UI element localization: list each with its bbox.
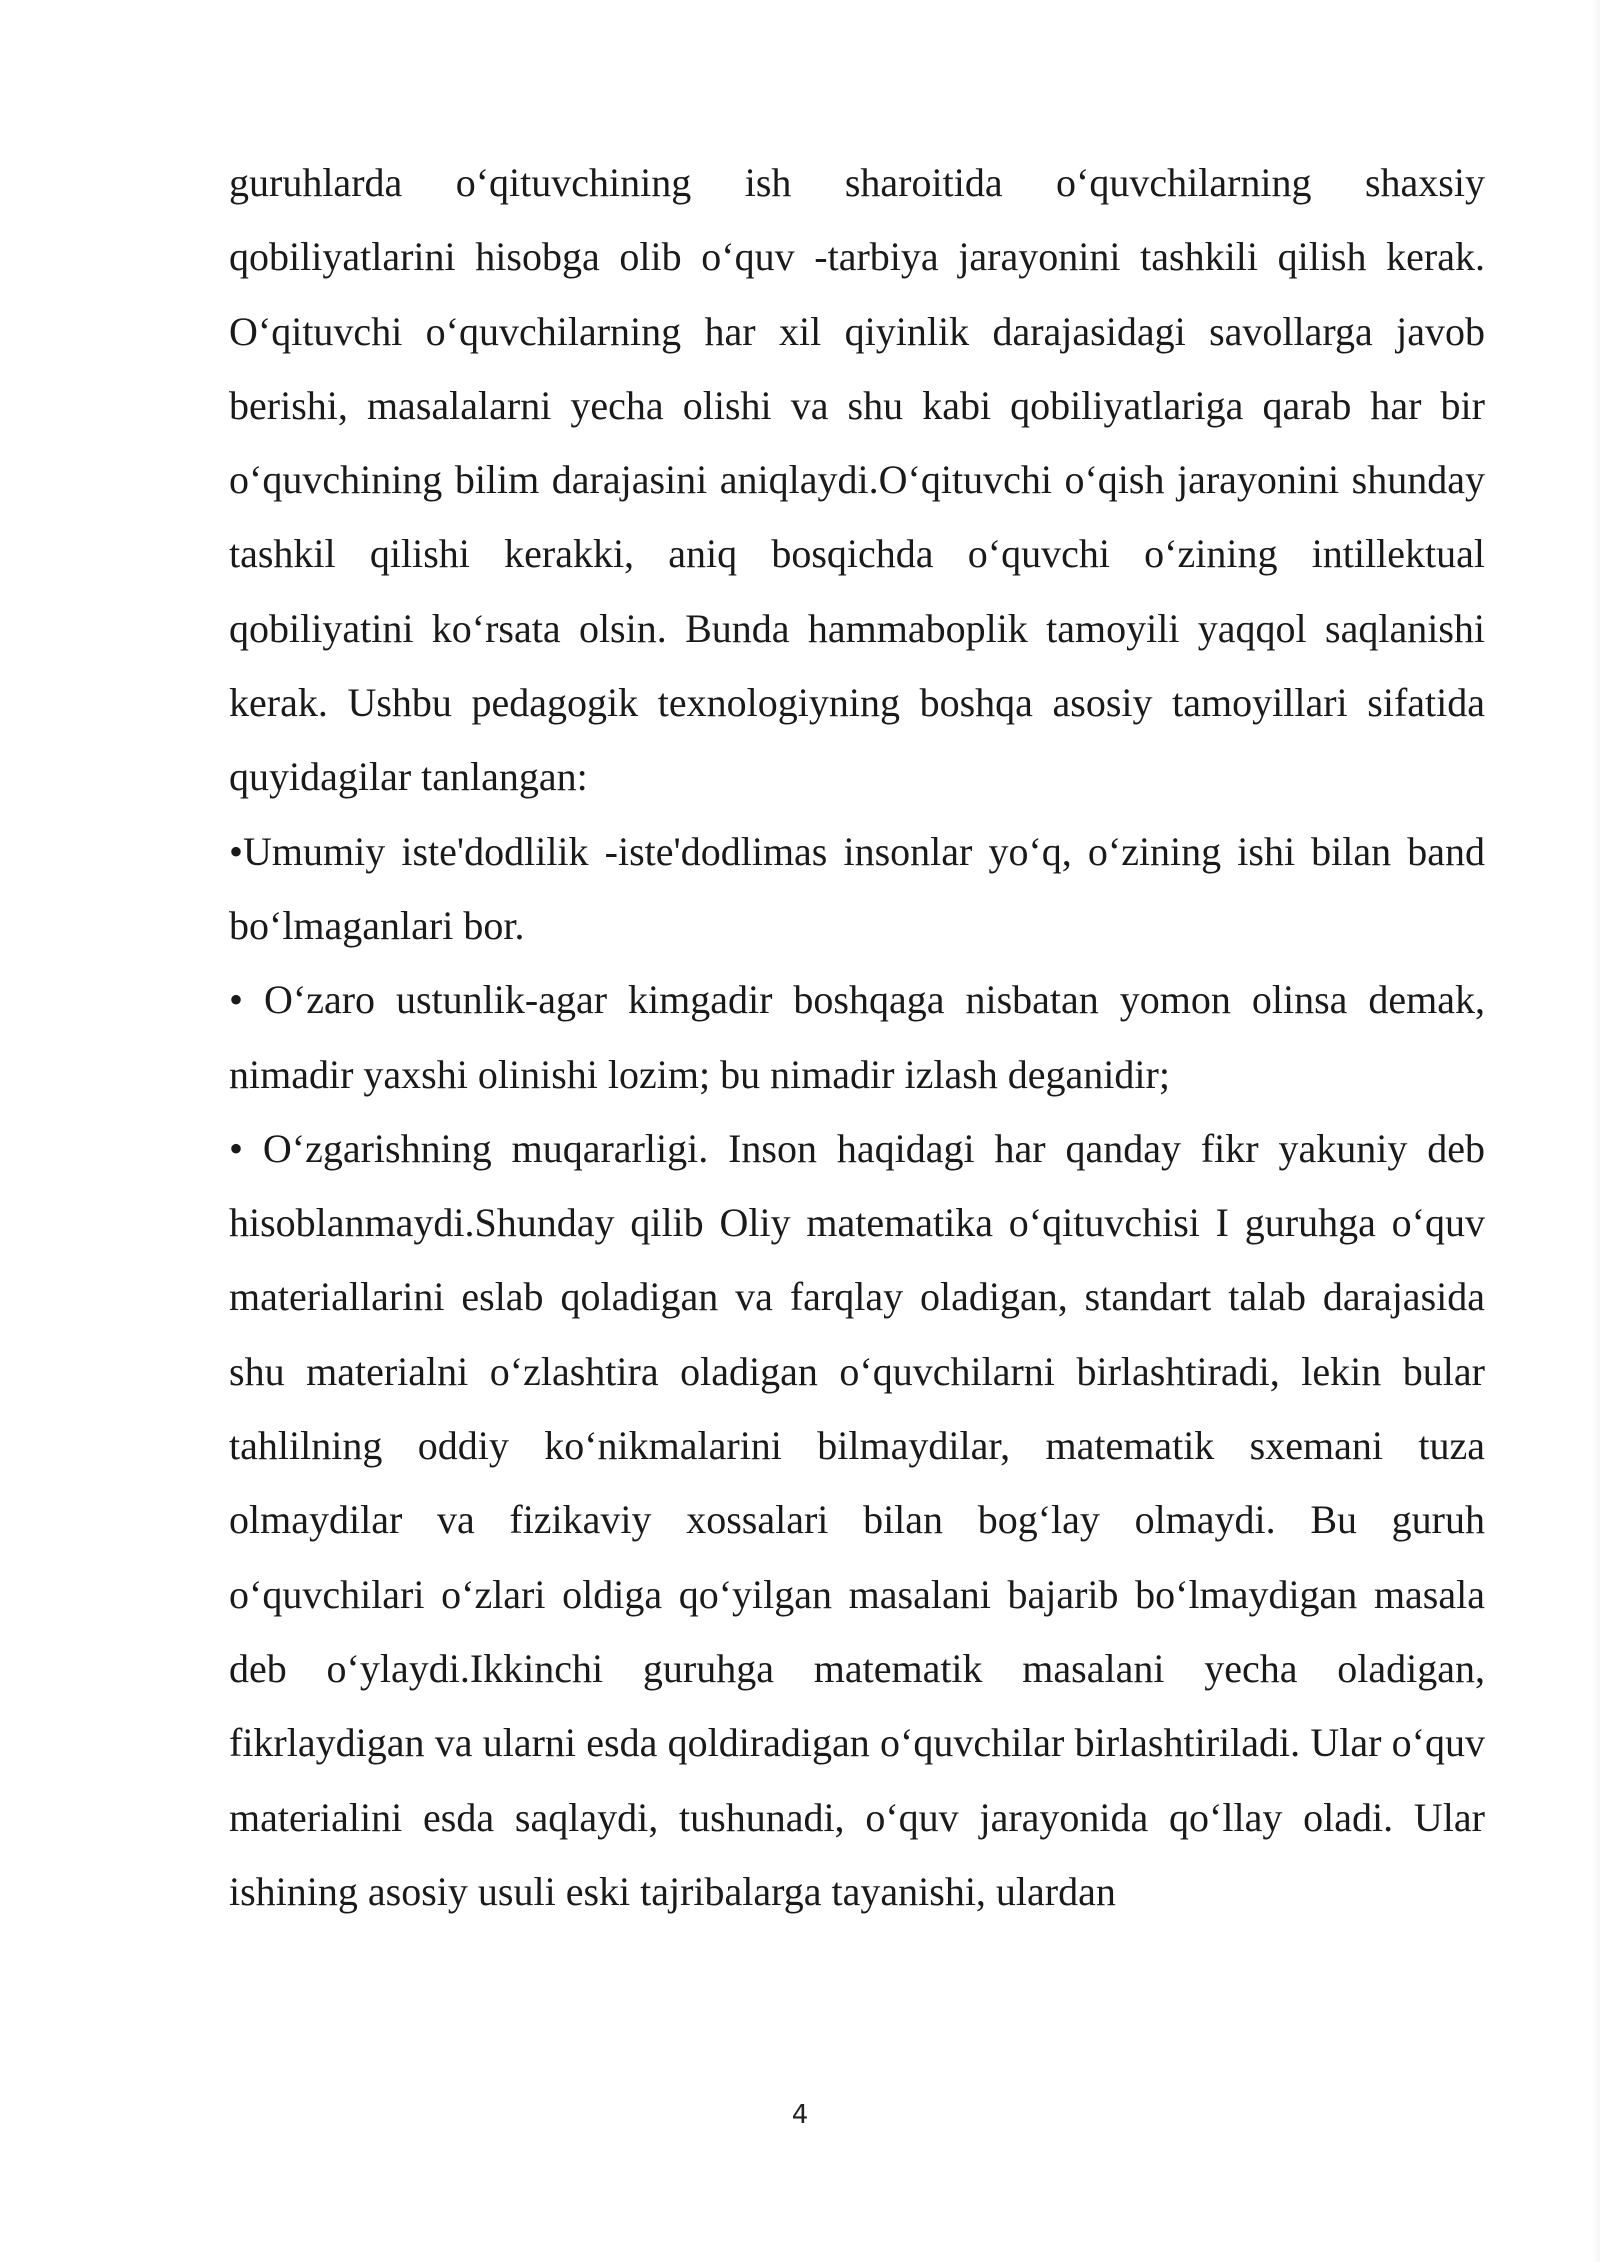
page-number: 4 bbox=[791, 2100, 809, 2130]
bullet-inevitability-of-change: • O‘zgarishning muqararligi. Inson haqidagi har qanday fikr yakuniy deb hisoblanmaydi.Shunday qilib Oliy matematika o‘qituvchisi I guruhga o‘quv materiallarini eslab qoladigan va farqlay oladigan, standart talab darajasida shu materialni o‘zlashtira oladigan o‘quvchilarni birlashtiradi, lekin bular tahlilning oddiy ko‘nikmalarini bilmaydilar, matematik sxemani tuza olmaydilar va fizikaviy xossalari bilan bog‘lay olmaydi. Bu guruh o‘quvchilari o‘zlari oldiga qo‘yilgan masalani bajarib bo‘lmaydigan masala deb o‘ylaydi.Ikkinchi guruhga matematik masalani yecha oladigan, fikrlaydigan va ularni esda qoldiradigan o‘quvchilar birlashtiriladi. Ular o‘quv materialini esda saqlaydi, tushunadi, o‘quv jarayonida qo‘llay oladi. Ular ishining asosiy usuli eski tajribalarga tayanishi, ulardan bbox=[229, 1125, 1485, 1914]
page-edge bbox=[1592, 0, 1600, 2262]
paragraph-intro: guruhlarda o‘qituvchining ish sharoitida o‘quvchilarning shaxsiy qobiliyatlarini hisobga olib o‘quv -tarbiya jarayonini tashkili qilish kerak. O‘qituvchi o‘quvchilarning har xil qiyinlik darajasidagi savollarga javob berishi, masalalarni yecha olishi va shu kabi qobiliyatlariga qarab har bir o‘quvchining bilim darajasini aniqlaydi.O‘qituvchi o‘qish jarayonini shunday tashkil qilishi kerakki, aniq bosqichda o‘quvchi o‘zining intillektual qobiliyatini ko‘rsata olsin. Bunda hammaboplik tamoyili yaqqol saqlanishi kerak. Ushbu pedagogik texnologiyning boshqa asosiy tamoyillari sifatida quyidagilar tanlangan: bbox=[229, 160, 1485, 800]
bullet-general-giftedness: •Umumiy iste'dodlilik -iste'dodlimas insonlar yo‘q, o‘zining ishi bilan band bo‘lmaganlari bor. bbox=[229, 828, 1485, 948]
body-text bbox=[229, 146, 1485, 1929]
bullet-mutual-superiority: • O‘zaro ustunlik-agar kimgadir boshqaga nisbatan yomon olinsa demak, nimadir yaxshi olinishi lozim; bu nimadir izlash deganidir; bbox=[229, 977, 1485, 1097]
